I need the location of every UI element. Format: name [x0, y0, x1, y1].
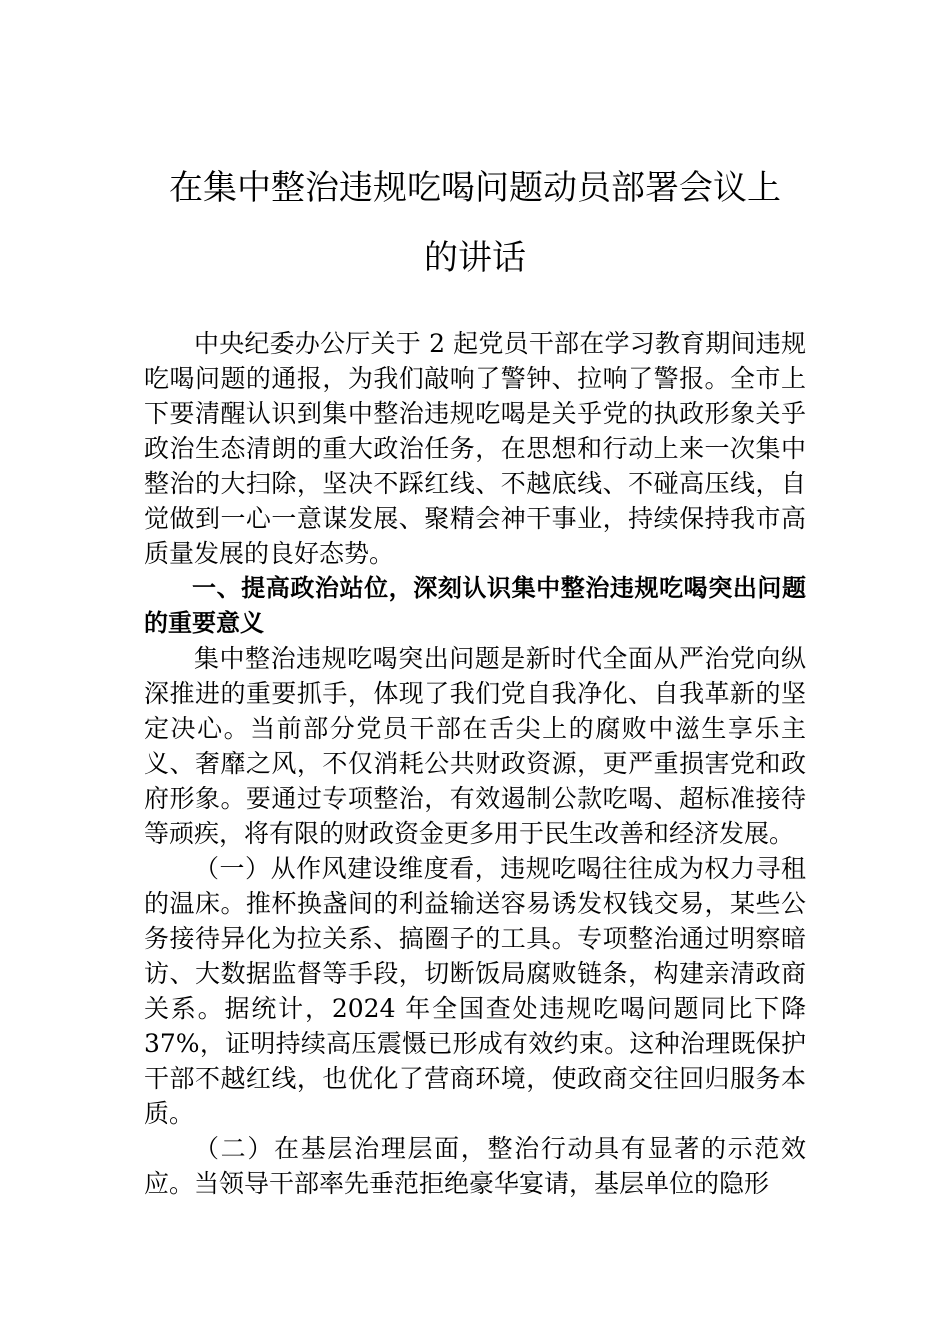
document-body	[144, 326, 806, 1201]
document-title-line-1: 在集中整治违规吃喝问题动员部署会议上	[169, 168, 781, 208]
document-title-line-2: 的讲话	[424, 238, 526, 278]
paragraph-subsection-2: （二）在基层治理层面，整治行动具有显著的示范效应。当领导干部率先垂范拒绝豪华宴请，基层单位的隐形	[144, 1134, 806, 1198]
paragraph-intro: 中央纪委办公厅关于 2 起党员干部在学习教育期间违规吃喝问题的通报，为我们敲响了警钟、拉响了警报。全市上下要清醒认识到集中整治违规吃喝是关乎党的执政形象关乎政治生态清朗的重大政治任务，在思想和行动上来一次集中整治的大扫除，坚决不踩红线、不越底线、不碰高压线，自觉做到一心一意谋发展、聚精会神干事业，持续保持我市高质量发展的良好态势。	[144, 329, 806, 568]
paragraph-section-1: 集中整治违规吃喝突出问题是新时代全面从严治党向纵深推进的重要抓手，体现了我们党自我净化、自我革新的坚定决心。当前部分党员干部在舌尖上的腐败中滋生享乐主义、奢靡之风，不仅消耗公共财政资源，更严重损害党和政府形象。要通过专项整治，有效遏制公款吃喝、超标准接待等顽疾，将有限的财政资金更多用于民生改善和经济发展。	[144, 644, 806, 848]
paragraph-subsection-1: （一）从作风建设维度看，违规吃喝往往成为权力寻租的温床。推杯换盏间的利益输送容易诱发权钱交易，某些公务接待异化为拉关系、搞圈子的工具。专项整治通过明察暗访、大数据监督等手段，切断饭局腐败链条，构建亲清政商关系。据统计，2024 年全国查处违规吃喝问题同比下降 37%，证明持续高压震慑已形成有效约束。这种治理既保护干部不越红线，也优化了营商环境，使政商交往回归服务本质。	[144, 854, 806, 1128]
section-heading-1: 一、提高政治站位，深刻认识集中整治违规吃喝突出问题的重要意义	[144, 574, 806, 637]
